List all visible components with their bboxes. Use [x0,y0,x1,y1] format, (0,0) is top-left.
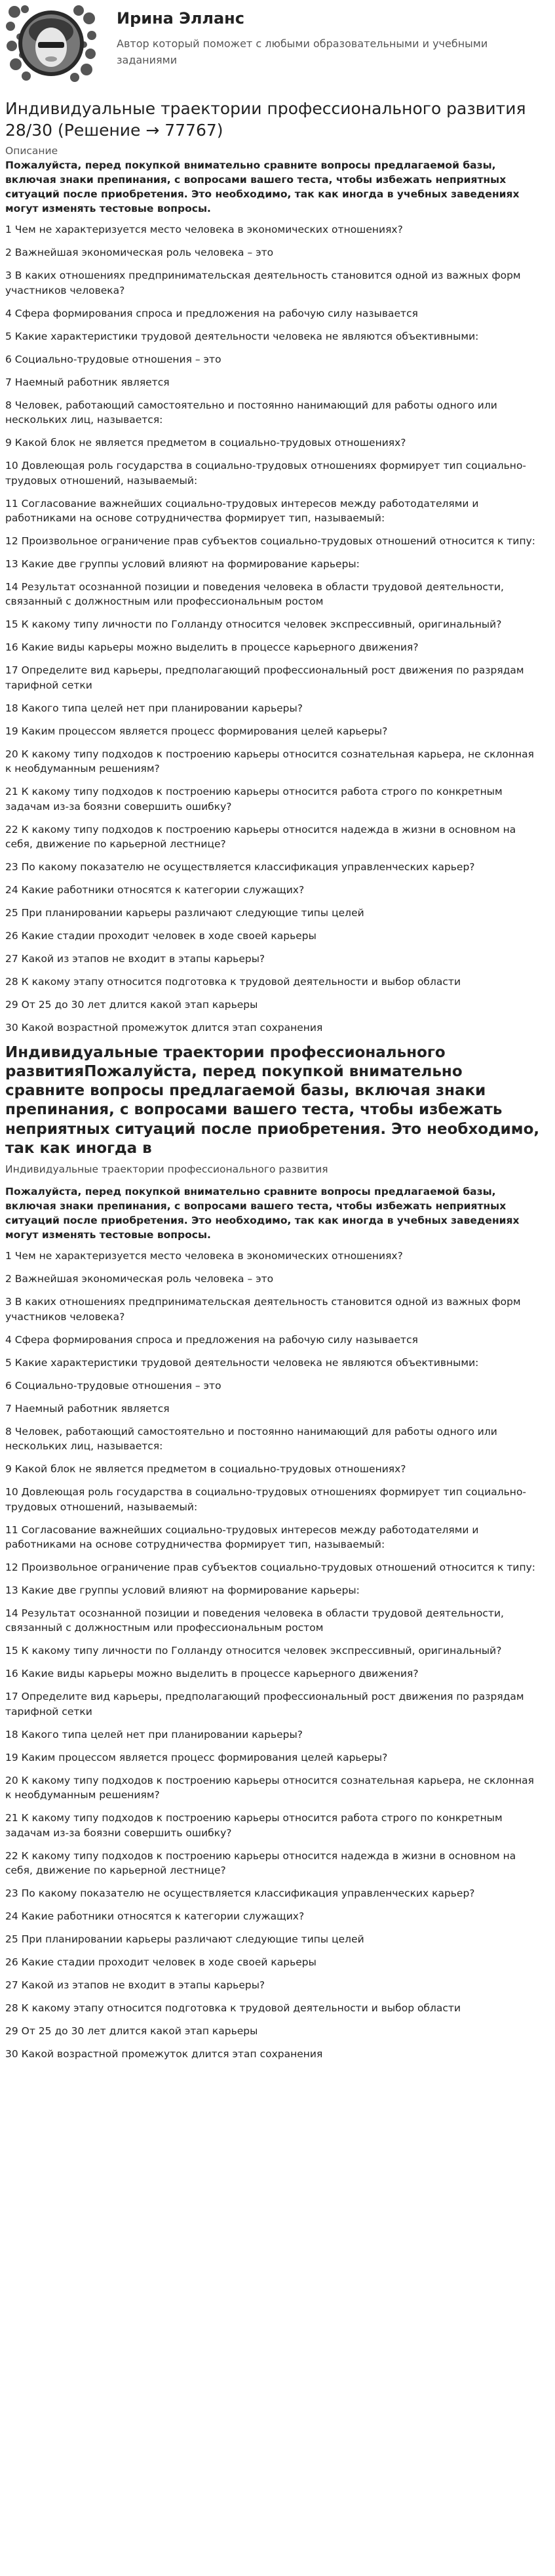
question-item: 27 Какой из этапов не входит в этапы карьеры? [5,1979,265,1991]
question-item: 13 Какие две группы условий влияют на формирование карьеры: [5,557,360,570]
question-item: 14 Результат осознанной позиции и поведения человека в области трудовой деятельности, связанный с должностным или профессиональным ростом [5,1607,504,1634]
question-item: 30 Какой возрастной промежуток длится этап сохранения [5,1021,323,1034]
section2-warning: Пожалуйста, перед покупкой внимательно сравните вопросы предлагаемой базы, включая знаки препинания, с вопросами вашего теста, чтобы избежать неприятных ситуаций после приобретения. Это необходимо, так как иногда в учебных заведениях могут изменять тестовые вопросы. [5,1186,520,1241]
warning-text: Пожалуйста, перед покупкой внимательно сравните вопросы предлагаемой базы, включая знаки препинания, с вопросами вашего теста, чтобы избежать неприятных ситуаций после приобретения. Это необходимо, так как иногда в учебных заведениях могут изменять тестовые вопросы. [5,159,520,215]
question-item: 10 Довлеющая роль государства в социально-трудовых отношениях формирует тип социально-трудовых отношений, называемый: [5,1486,527,1513]
question-item: 25 При планировании карьеры различают следующие типы целей [5,906,364,919]
question-item: 29 От 25 до 30 лет длится какой этап карьеры [5,998,258,1011]
question-item: 15 К какому типу личности по Голланду относится человек экспрессивный, оригинальный? [5,1645,502,1657]
question-item: 18 Какого типа целей нет при планировании карьеры? [5,702,303,714]
question-item: 2 Важнейшая экономическая роль человека – это [5,1273,274,1285]
work-title: Индивидуальные траектории профессионального развития 28/30 (Решение → 77767) [5,99,526,140]
question-item: 6 Социально-трудовые отношения – это [5,353,221,365]
question-item: 1 Чем не характеризуется место человека в экономических отношениях? [5,1250,403,1262]
question-item: 19 Каким процессом является процесс формирования целей карьеры? [5,725,388,737]
question-item: 5 Какие характеристики трудовой деятельности человека не являются объективными: [5,1356,479,1369]
question-item: 3 В каких отношениях предпринимательская деятельность становится одной из важных форм участников человека? [5,1296,521,1323]
section2-subtitle: Индивидуальные траектории профессионального развития [5,1163,328,1175]
question-item: 11 Согласование важнейших социально-трудовых интересов между работодателями и работниками на основе сотрудничества формирует тип, называемый: [5,1523,479,1550]
question-item: 12 Произвольное ограничение прав субъектов социально-трудовых отношений относится к типу: [5,535,536,547]
question-item: 21 К какому типу подходов к построению карьеры относится работа строго по конкретным задачам из-за боязни совершить ошибку? [5,1812,503,1839]
question-item: 26 Какие стадии проходит человек в ходе своей карьеры [5,1956,316,1968]
question-item: 16 Какие виды карьеры можно выделить в процессе карьерного движения? [5,641,419,654]
question-item: 9 Какой блок не является предметом в социально-трудовых отношениях? [5,437,406,449]
question-item: 7 Наемный работник является [5,1402,170,1415]
question-item: 23 По какому показателю не осуществляется классификация управленческих карьер? [5,861,475,873]
question-item: 17 Определите вид карьеры, предполагающий профессиональный рост движения по разрядам тарифной сетки [5,1691,524,1718]
question-item: 24 Какие работники относятся к категории служащих? [5,883,305,896]
question-item: 22 К какому типу подходов к построению карьеры относится надежда в жизни в основном на себя, движение по карьерной лестнице? [5,1849,516,1876]
question-item: 21 К какому типу подходов к построению карьеры относится работа строго по конкретным задачам из-за боязни совершить ошибку? [5,786,503,813]
question-item: 11 Согласование важнейших социально-трудовых интересов между работодателями и работниками на основе сотрудничества формирует тип, называемый: [5,497,479,525]
question-item: 3 В каких отношениях предпринимательская деятельность становится одной из важных форм участников человека? [5,270,521,296]
question-item: 27 Какой из этапов не входит в этапы карьеры? [5,952,265,965]
question-item: 30 Какой возрастной промежуток длится этап сохранения [5,2047,323,2060]
question-item: 20 К какому типу подходов к построению карьеры относится сознательная карьера, не склонная к необдуманным решениям? [5,748,534,775]
question-item: 5 Какие характеристики трудовой деятельности человека не являются объективными: [5,330,479,342]
question-item: 23 По какому показателю не осуществляется классификация управленческих карьер? [5,1887,475,1899]
question-item: 4 Сфера формирования спроса и предложения на рабочую силу называется [5,1333,418,1346]
question-item: 17 Определите вид карьеры, предполагающий профессиональный рост движения по разрядам тарифной сетки [5,664,524,691]
question-item: 25 При планировании карьеры различают следующие типы целей [5,1933,364,1945]
author-block [5,0,542,89]
question-item: 13 Какие две группы условий влияют на формирование карьеры: [5,1584,360,1596]
description-label: Описание [5,145,58,157]
question-item: 19 Каким процессом является процесс формирования целей карьеры? [5,1751,388,1763]
question-item: 9 Какой блок не является предметом в социально-трудовых отношениях? [5,1463,406,1476]
question-item: 1 Чем не характеризуется место человека в экономических отношениях? [5,224,403,236]
question-item: 28 К какому этапу относится подготовка к трудовой деятельности и выбор области [5,975,461,988]
author-info [117,4,542,68]
question-item: 28 К какому этапу относится подготовка к трудовой деятельности и выбор области [5,2002,461,2014]
question-item: 14 Результат осознанной позиции и поведения человека в области трудовой деятельности, связанный с должностным или профессиональным ростом [5,580,504,608]
question-item: 10 Довлеющая роль государства в социально-трудовых отношениях формирует тип социально-трудовых отношений, называемый: [5,460,527,487]
question-item: 15 К какому типу личности по Голланду относится человек экспрессивный, оригинальный? [5,618,502,631]
author-name[interactable]: Ирина Элланс [117,9,244,28]
author-description: Автор который поможет с любыми образовательными и учебными заданиями [117,37,488,66]
question-list-repeat [5,1249,542,2061]
question-item: 26 Какие стадии проходит человек в ходе своей карьеры [5,929,316,942]
question-list [5,222,542,1035]
question-item: 20 К какому типу подходов к построению карьеры относится сознательная карьера, не склонная к необдуманным решениям? [5,1774,534,1801]
question-item: 12 Произвольное ограничение прав субъектов социально-трудовых отношений относится к типу: [5,1561,536,1573]
question-item: 18 Какого типа целей нет при планировании карьеры? [5,1728,303,1741]
question-item: 8 Человек, работающий самостоятельно и постоянно нанимающий для работы одного или нескольких лиц, называется: [5,399,497,426]
section2-title: Индивидуальные траектории профессионального развитияПожалуйста, перед покупкой внимательно сравните вопросы предлагаемой базы, включая знаки препинания, с вопросами вашего теста, чтобы избежать неприятных ситуаций после приобретения. Это необходимо, так как иногда в [5,1043,540,1157]
question-item: 16 Какие виды карьеры можно выделить в процессе карьерного движения? [5,1668,419,1680]
question-item: 6 Социально-трудовые отношения – это [5,1379,221,1392]
question-item: 2 Важнейшая экономическая роль человека – это [5,247,274,259]
question-item: 22 К какому типу подходов к построению карьеры относится надежда в жизни в основном на себя, движение по карьерной лестнице? [5,823,516,851]
author-avatar[interactable] [5,4,97,83]
question-item: 24 Какие работники относятся к категории служащих? [5,1910,305,1922]
question-item: 29 От 25 до 30 лет длится какой этап карьеры [5,2024,258,2037]
question-item: 4 Сфера формирования спроса и предложения на рабочую силу называется [5,307,418,319]
question-item: 7 Наемный работник является [5,376,170,388]
question-item: 8 Человек, работающий самостоятельно и постоянно нанимающий для работы одного или нескольких лиц, называется: [5,1425,497,1453]
